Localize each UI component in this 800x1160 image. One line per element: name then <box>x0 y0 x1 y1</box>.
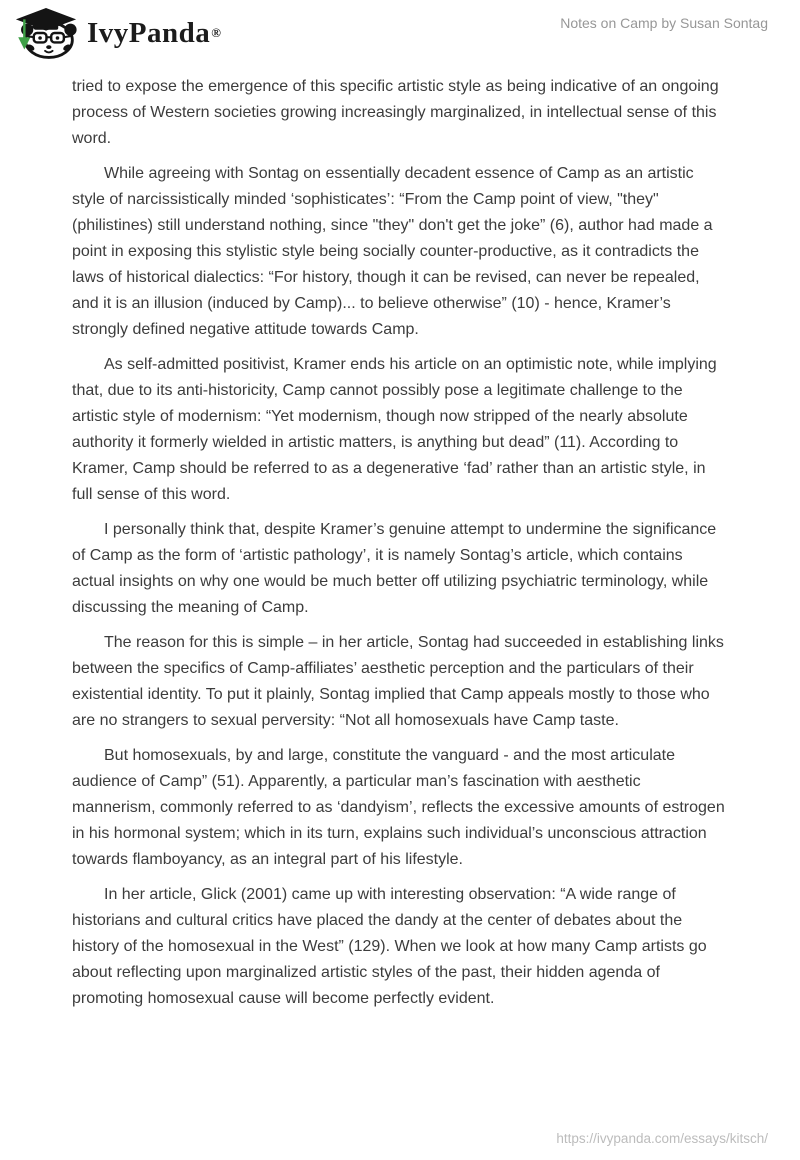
brand-name: IvyPanda <box>87 16 211 49</box>
essay-paragraph-7: In her article, Glick (2001) came up with interesting observation: “A wide range of historians and cultural critics have placed the dandy at the center of debates about the history of the homosexual in the West” (129). When we look at how many Camp artists go about reflecting upon marginalized artistic styles of the past, their hidden agenda of promoting homosexual cause will become perfectly evident. <box>72 886 707 1007</box>
essay-paragraph-5: The reason for this is simple – in her article, Sontag had succeeded in establishing links between the specifics of Camp-affiliates’ aesthetic perception and the particulars of their existential identity. To put it plainly, Sontag implied that Camp appeals mostly to those who are no strangers to sexual perversity: “Not all homosexuals have Camp taste. <box>72 634 724 729</box>
essay-paragraph-1: tried to expose the emergence of this specific artistic style as being indicative of an ongoing process of Western societies growing increasingly marginalized, in intellectual sense of this word. <box>72 78 719 147</box>
essay-paragraph-3: As self-admitted positivist, Kramer ends his article on an optimistic note, while implying that, due to its anti-historicity, Camp cannot possibly pose a legitimate challenge to the artistic style of modernism: “Yet modernism, though now stripped of the nearly absolute authority it formerly wielded in artistic matters, is anything but dead” (11). According to Kramer, Camp should be referred to as a degenerative ‘fad’ rather than an artistic style, in full sense of this word. <box>72 356 717 503</box>
essay-paragraph-4: I personally think that, despite Kramer’s genuine attempt to undermine the significance of Camp as the form of ‘artistic pathology’, it is namely Sontag’s article, which contains actual insights on why one would be much better off utilizing psychiatric terminology, while discussing the meaning of Camp. <box>72 521 717 616</box>
brand <box>14 7 221 59</box>
page-header <box>0 0 800 59</box>
page-footer <box>556 1130 768 1148</box>
registered-mark: ® <box>211 25 221 40</box>
essay-paragraph-2: While agreeing with Sontag on essentially decadent essence of Camp as an artistic style of narcissistically minded ‘sophisticates’: “From the Camp point of view, "they" (philistines) still understand nothing, since "they" don't get the joke” (6), author had made a point in exposing this stylistic style being socially counter-productive, as it contradicts the laws of historical dialectics: “For history, though it can be revised, can never be repealed, and it is an illusion (induced by Camp)... to believe otherwise” (10) - hence, Kramer’s strongly defined negative attitude towards Camp. <box>72 165 713 338</box>
source-url-link[interactable]: https://ivypanda.com/essays/kitsch/ <box>556 1131 768 1146</box>
panda-graduate-logo-icon <box>14 7 78 59</box>
document-title: Notes on Camp by Susan Sontag <box>560 15 768 31</box>
essay-body <box>72 74 728 1021</box>
essay-paragraph-6: But homosexuals, by and large, constitute the vanguard - and the most articulate audience of Camp” (51). Apparently, a particular man’s fascination with aesthetic mannerism, commonly referred to as ‘dandyism’, reflects the excessive amounts of estrogen in his hormonal system; which in its turn, explains such individual’s unconscious attraction towards flamboyancy, as an integral part of his lifestyle. <box>72 747 725 868</box>
